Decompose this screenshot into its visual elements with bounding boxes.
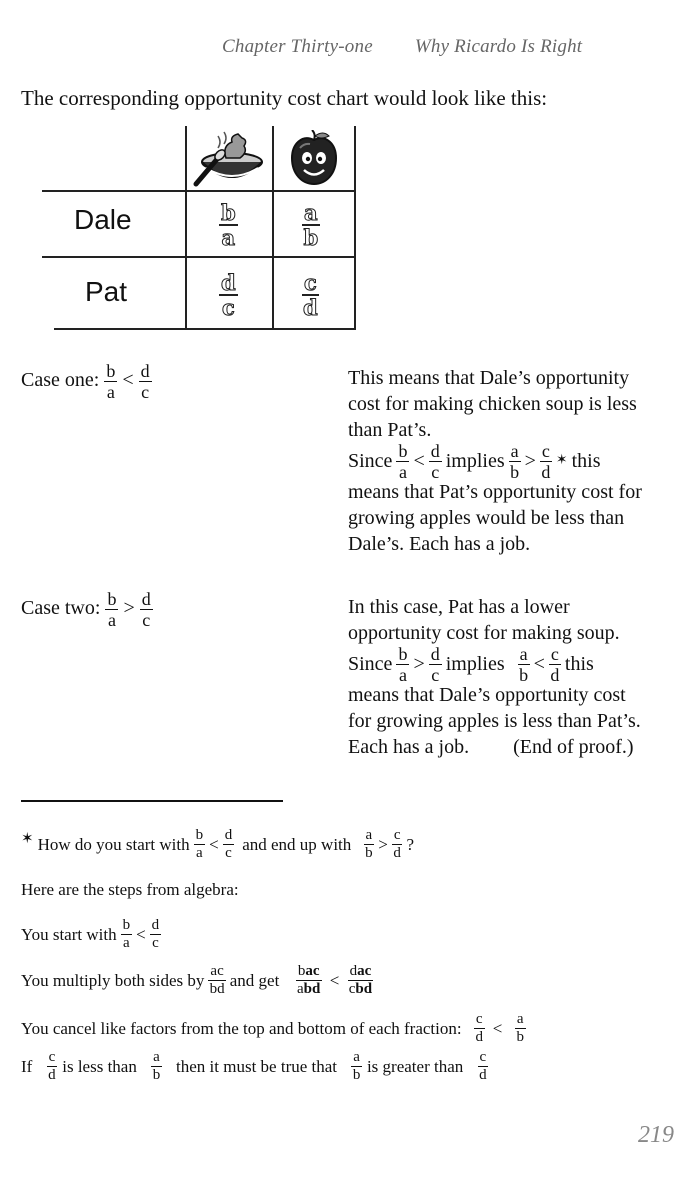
steps-intro: Here are the steps from algebra:	[21, 880, 239, 899]
asterisk-icon: ✶	[555, 453, 568, 468]
case-two-condition: Case two: $\frac{b}{a}$ > $\frac{d}{c}$	[21, 589, 151, 630]
case-two-explanation: In this case, Pat has a lower opportunity cost for making soup. Since $\frac{b}{a}$ > $\frac{d}{c}$ implies $\frac{a}{b}$ < $\frac{c}{d}$ this means that Dale’s opportunity cost for growing apples is less than Pat’s. Each has a job. (End of proof.)	[348, 596, 641, 758]
chicken-soup-icon	[192, 128, 268, 188]
case-one-condition: Case one: $\frac{b}{a}$ < $\frac{d}{c}$	[21, 361, 150, 402]
step-conclusion: If $\frac{c}{d}$ is less than $\frac{a}{b}$ then it must be true that $\frac{a}{b}$ is greater than $\frac{c}{d}$	[21, 1049, 487, 1083]
lead-sentence: The corresponding opportunity cost chart would look like this:	[21, 86, 548, 110]
step-multiply: You multiply both sides by $\frac{ac}{bd}$ and get $\frac{\text{bac}}{\text{abd}}$ < $\frac{\text{dac}}{\text{cbd}}$	[21, 963, 373, 997]
step-start: You start with $\frac{b}{a}$ < $\frac{d}{c}$	[21, 917, 160, 951]
case-one-explanation: This means that Dale’s opportunity cost for making chicken soup is less than Pat’s. Since $\frac{b}{a}$ < $\frac{d}{c}$ implies $\frac{a}{b}$ > $\frac{c}{d}$ ✶ this means that Pat’s opportunity cost for growing apples would be less than Dale’s. Each has a job.	[348, 367, 642, 555]
row-label-dale: Dale	[74, 204, 132, 235]
chapter-title: Why Ricardo Is Right	[414, 36, 583, 57]
footnote-question: ✶ How do you start with $\frac{b}{a}$ < $\frac{d}{c}$ and end up with $\frac{a}{b}$ > $\frac{c}{d}$ ?	[21, 827, 415, 861]
opportunity-cost-chart	[42, 126, 356, 330]
asterisk-icon: ✶	[21, 831, 34, 847]
apple-icon	[290, 130, 338, 188]
row-label-pat: Pat	[85, 276, 128, 307]
page-number: 219	[638, 1122, 674, 1148]
chapter-label: Chapter Thirty-one	[222, 36, 373, 57]
footnote-divider	[21, 800, 283, 802]
step-cancel: You cancel like factors from the top and bottom of each fraction: $\frac{c}{d}$ < $\frac{a}{b}$	[21, 1011, 524, 1045]
dale-soup-cost: $\frac{b}{a}$	[221, 200, 236, 250]
dale-apple-cost: $\frac{a}{b}$	[303, 200, 319, 250]
running-header	[222, 36, 582, 58]
pat-soup-cost: $\frac{d}{c}$	[221, 270, 236, 320]
pat-apple-cost: $\frac{c}{d}$	[303, 270, 318, 320]
